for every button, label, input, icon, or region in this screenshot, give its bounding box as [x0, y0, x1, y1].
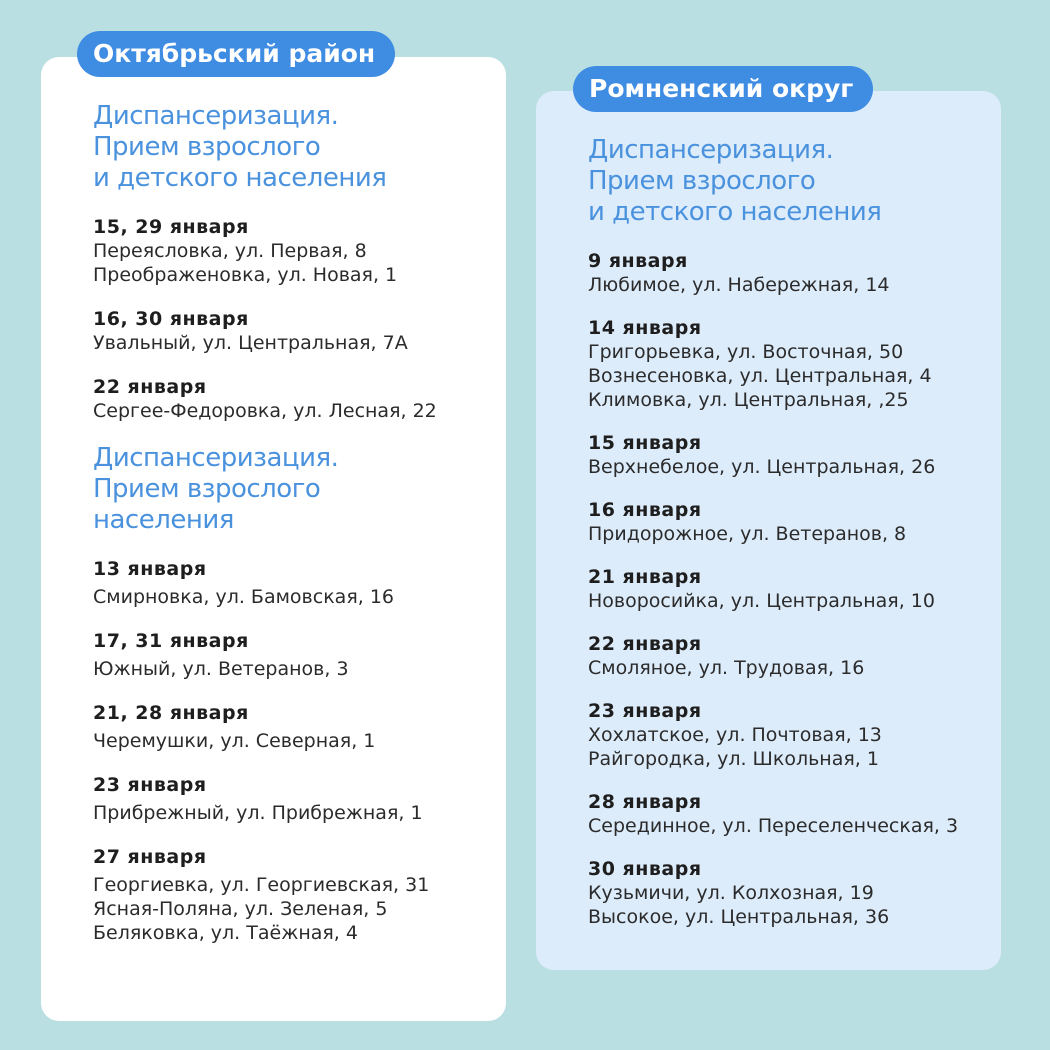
- entry-date: 21, 28 января: [93, 702, 249, 724]
- schedule-entry: [588, 857, 981, 929]
- entry-date: 14 января: [588, 317, 702, 339]
- entry-date: 21 января: [588, 566, 702, 588]
- entry-date: 13 января: [93, 558, 207, 580]
- oktyabrsky-card: [41, 57, 506, 1021]
- entry-date: 16 января: [588, 499, 702, 521]
- section-title-line: Диспансеризация.: [93, 443, 339, 473]
- entry-date: 15 января: [588, 432, 702, 454]
- section-title-line: Диспансеризация.: [588, 135, 834, 165]
- schedule-entry: [93, 845, 486, 945]
- entry-date: 22 января: [93, 376, 207, 398]
- entry-address: Придорожное, ул. Ветеранов, 8: [588, 523, 907, 545]
- schedule-entry: [588, 565, 981, 613]
- schedule-entry: [588, 431, 981, 479]
- entry-address: Ясная-Поляна, ул. Зеленая, 5: [93, 898, 388, 920]
- entry-date: 15, 29 января: [93, 216, 249, 238]
- entry-address: Вознесеновка, ул. Центральная, 4: [588, 365, 932, 387]
- entry-date: 23 января: [93, 774, 207, 796]
- section-title-line: Прием взрослого: [93, 474, 321, 504]
- schedule-entry: [93, 215, 486, 287]
- entry-address: Переясловка, ул. Первая, 8: [93, 240, 367, 262]
- section-title: [93, 101, 486, 194]
- entry-address: Высокое, ул. Центральная, 36: [588, 906, 890, 928]
- entry-date: 27 января: [93, 846, 207, 868]
- section-title-line: Диспансеризация.: [93, 101, 339, 131]
- entry-date: 28 января: [588, 791, 702, 813]
- entry-address: Новоросийка, ул. Центральная, 10: [588, 590, 935, 612]
- entry-address: Георгиевка, ул. Георгиевская, 31: [93, 874, 430, 896]
- schedule-entry: [93, 375, 486, 423]
- entry-address: Сергее-Федоровка, ул. Лесная, 22: [93, 400, 437, 422]
- entry-date: 9 января: [588, 250, 688, 272]
- entry-date: 30 января: [588, 858, 702, 880]
- section-title-line: населения: [93, 505, 234, 535]
- schedule-entry: [93, 557, 486, 609]
- schedule-entry: [588, 316, 981, 412]
- schedule-entry: [93, 629, 486, 681]
- entry-address: Смоляное, ул. Трудовая, 16: [588, 657, 865, 679]
- schedule-entry: [588, 632, 981, 680]
- entry-address: Серединное, ул. Переселенческая, 3: [588, 815, 959, 837]
- section-title-line: Прием взрослого: [588, 166, 816, 196]
- oktyabrsky-badge: Октябрьский район: [77, 31, 395, 77]
- entry-date: 17, 31 января: [93, 630, 249, 652]
- entry-address: Беляковка, ул. Таёжная, 4: [93, 922, 358, 944]
- entry-address: Южный, ул. Ветеранов, 3: [93, 658, 349, 680]
- romnensky-badge: Ромненский округ: [573, 66, 873, 112]
- entry-date: 23 января: [588, 700, 702, 722]
- entry-address: Смирновка, ул. Бамовская, 16: [93, 586, 395, 608]
- schedule-entry: [588, 699, 981, 771]
- entry-address: Кузьмичи, ул. Колхозная, 19: [588, 882, 874, 904]
- entry-address: Черемушки, ул. Северная, 1: [93, 730, 376, 752]
- entry-address: Увальный, ул. Центральная, 7А: [93, 332, 408, 354]
- entry-address: Григорьевка, ул. Восточная, 50: [588, 341, 904, 363]
- entry-date: 16, 30 января: [93, 308, 249, 330]
- entry-address: Прибрежный, ул. Прибрежная, 1: [93, 802, 423, 824]
- entry-date: 22 января: [588, 633, 702, 655]
- schedule-entry: [93, 773, 486, 825]
- section-title-line: Прием взрослого: [93, 132, 321, 162]
- entry-address: Климовка, ул. Центральная, ,25: [588, 389, 909, 411]
- entry-address: Верхнебелое, ул. Центральная, 26: [588, 456, 936, 478]
- schedule-entry: [588, 249, 981, 297]
- schedule-entry: [93, 307, 486, 355]
- romnensky-card: [536, 91, 1001, 970]
- entry-address: Хохлатское, ул. Почтовая, 13: [588, 724, 882, 746]
- entry-address: Любимое, ул. Набережная, 14: [588, 274, 890, 296]
- entry-address: Преображеновка, ул. Новая, 1: [93, 264, 398, 286]
- schedule-entry: [588, 790, 981, 838]
- section-title: [93, 443, 486, 536]
- schedule-entry: [588, 498, 981, 546]
- section-title: [588, 135, 981, 228]
- section-title-line: и детского населения: [588, 197, 882, 227]
- schedule-entry: [93, 701, 486, 753]
- section-title-line: и детского населения: [93, 163, 387, 193]
- entry-address: Райгородка, ул. Школьная, 1: [588, 748, 879, 770]
